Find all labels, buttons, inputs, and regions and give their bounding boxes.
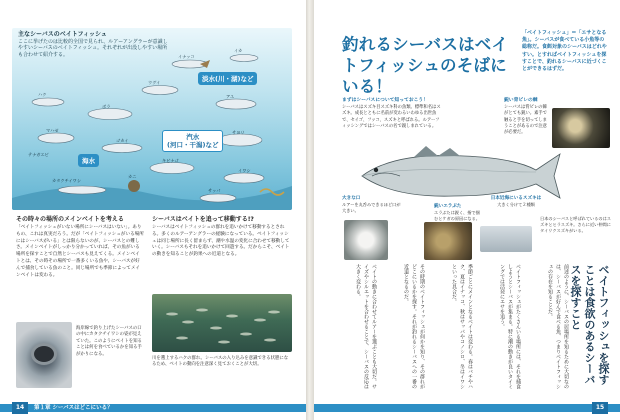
bass-body (362, 154, 560, 198)
fish-label: カニ (128, 174, 137, 179)
info-box-heading: まずはシーバスについて知っておこう！ (342, 98, 429, 103)
illustration-intro-text: ここに挙げたのは比較的全国で見られ、ルアーアングラーが意識しやすいシーバスのベイトフィッシュ。それぞれが出没しやすい場所も合わせて紹介する。 (18, 38, 168, 58)
fish-label: サヨリ (232, 130, 245, 135)
footer-bar (314, 404, 620, 412)
left-footer (0, 392, 306, 420)
vertical-column: ベイトの動きに合わせてルアーを選ぶことも大切だ。サイズやシルエットを合わせることで、シーバスの反応は大きく変わる。 (355, 264, 377, 389)
callout-gill (434, 204, 482, 222)
callout-japan (484, 196, 548, 208)
vertical-column: 前述のように、シーバスの居場所を知るために大切なのは、シーバスが好んで食べる魚、つまりベイトフィッシュの存在を知ることだ。 (547, 264, 569, 389)
fish-label: ボラ (102, 104, 111, 109)
vertical-heading: ベイトフィッシュを探すことは食欲のあるシーバスを探すこと (569, 264, 610, 385)
fish-shape (38, 133, 74, 143)
seafloor-shape (12, 186, 292, 210)
info-box-about-bass (342, 98, 442, 130)
zone-fresh-label: 淡水(川・湖)など (198, 72, 257, 85)
fish-label: ハク (38, 92, 47, 97)
left-page (0, 0, 306, 420)
vertical-column: 季節ごとにメインとなるベイトは変わる。春はバチやハク、夏はイナッコ、秋はサッパやコノシロ、冬はイワシといった具合だ。 (451, 264, 473, 389)
photo-bass-mouth (16, 322, 72, 388)
callout-heading: 鋭いエラぶた (434, 204, 462, 209)
article-lead: 「ベイトフィッシュ」＝「エサとなる魚」。シーバスが食べている小魚等の総称だ。食餌対象のシーバスはどれやすい。とすればベイトフィッシュを探すことで、釣れるシーバスに近づくことができるはずだ。 (522, 30, 607, 73)
chapter-title: 第１章 シーバスはどこにいる？ (34, 405, 113, 411)
section-bait-movement (152, 216, 290, 259)
fish-label: ウグイ (148, 80, 161, 85)
bass-dorsal-fin (414, 146, 460, 157)
info-box-dorsal-fin (504, 98, 548, 136)
page-number: 14 (12, 402, 28, 414)
zone-brackish-label: 汽水 (河口・干潟)など (162, 130, 223, 152)
fish-shape (224, 173, 264, 183)
photo-japan-bass (480, 226, 532, 252)
info-box-heading: 鋭い背ビレの棘 (504, 98, 538, 103)
fish-label: テナガエビ (28, 152, 49, 157)
photo-caption: 川を遡上するハクの群れ。シーバスの入り込みを意識できる状態になるため、ベイトの動向を注意深く見ておくことが大切。 (152, 356, 289, 368)
photo-mouth (344, 220, 388, 260)
fish-label: キビナゴ (162, 158, 179, 163)
fish-label: イカ (234, 48, 243, 53)
photo-fish-school (152, 294, 292, 352)
fish-shape (102, 144, 142, 153)
callout-body: 大きく分けて２種類 (497, 202, 535, 207)
fish-shape (58, 186, 106, 194)
right-page (314, 0, 620, 420)
fish-shape (150, 163, 194, 174)
fish-label: サッパ (208, 188, 221, 193)
page-gutter (306, 0, 314, 420)
article-title: 釣れるシーバスはベイトフィッシュのそばにいる！ (342, 35, 509, 96)
vertical-column: その時期のベイトフィッシュが何かを知り、その群れがどこにいるかを探す。それが釣れるシーバスへの一番の近道となるのだ。 (403, 264, 425, 389)
fish-shape (142, 86, 178, 95)
crab-shape (128, 180, 140, 192)
right-footer (314, 392, 620, 420)
fish-shape (230, 55, 258, 62)
callout-body: エラぶたは鋭く、指で掴むとケガの原因になる。 (434, 210, 480, 221)
callout-heading: 大きな口 (342, 196, 361, 201)
bass-eye (374, 168, 378, 172)
callout-mouth (342, 196, 402, 214)
info-box-body: シーバスはスズキ目スズキ科の魚類。標準和名はスズキ。成長とともに名前が変わるいわゆる出世魚で、セイゴ、フッコ、スズキと呼ばれる。ルアーフィッシングではシーバスの名で親しまれている。 (342, 105, 441, 129)
page-number: 15 (592, 402, 608, 414)
illustration-heading: 主なシーバスのベイトフィッシュ (18, 31, 107, 38)
section-heading: その時々の場所のメインベイトを考える (16, 216, 124, 223)
fish-label: イナッコ (178, 54, 195, 59)
section-body: シーバスはベイトフィッシュの群れを追いかけて移動するとされる。多くのルアーアングラーの経験になっている。ベイトフィッシュは同じ場所に長く留まらず、潮や水温の変化に合わせて移動していく。シーバスもそれを追いかけて回遊する。だからこそ、ベイトの動きを知ることが釣果への近道となる。 (152, 225, 290, 258)
photo-dorsal-fin (552, 108, 610, 148)
fish-label: アユ (226, 94, 235, 99)
bait-fish-illustration (12, 28, 292, 210)
vertical-column: ベイトフィッシュがたくさんいる場所には、それを捕食しようとシーバスが集まる。特に潮の動きが良いタイミングでは活発にエサを追う。 (499, 264, 521, 389)
fish-label: マハゼ (46, 128, 59, 133)
fish-label: イワシ (238, 168, 251, 173)
callout-body: ルアーを丸呑みできるほど口が大きい。 (342, 202, 401, 213)
callout-heading: 日本近海にいるスズキは (490, 196, 542, 201)
fish-shape (200, 194, 236, 202)
fish-shape (88, 109, 132, 120)
photo-gill (424, 222, 472, 260)
vertical-article (338, 264, 610, 390)
zone-sea-label: 海水 (78, 154, 99, 167)
school-drawing (152, 294, 292, 352)
fish-label: カタクチイワシ (52, 178, 82, 183)
section-main-bait (16, 216, 144, 279)
fish-label: ゴカイ (116, 138, 129, 143)
fish-shape (216, 99, 256, 109)
info-box-body: シーバスは背ビレの棘がとても鋭い。素手で触ると手を切ってしまうことがあるので注意が必要だ。 (504, 105, 547, 136)
section-body: 「ベイトフィッシュがいない場所にシーバスはいない」。ありもの、これは真実だろう。だが「ベイトフィッシュがいる場所にはシーバスがいる」とは限らないのが、シーバスとの難しさ。メインベイトがしっかり分かっていれば、その魚がいる場所を探すことで自然とシーバスも見えてくる。メインベイトとは、その時その場所で一番多くいる魚や、シーバスが好んで捕食している魚のこと。同じ場所でも季節によってメインベイトは変わる。 (16, 225, 144, 278)
callout-japan-text: 日本のシーバスと呼ばれているのはスズキとヒラスズキ。さらに近い仲間にタイリクスズキがいる。 (540, 216, 611, 233)
photo-caption: 海岸線で釣り上げたシーバスの口の中にカタクチイワシの姿が見えていた。このようにベイトを知ることは何を食べているかを知る手がかりになる。 (76, 326, 142, 357)
fish-shape (32, 98, 64, 106)
section-heading: シーバスはベイトを追って移動する!? (152, 216, 254, 223)
